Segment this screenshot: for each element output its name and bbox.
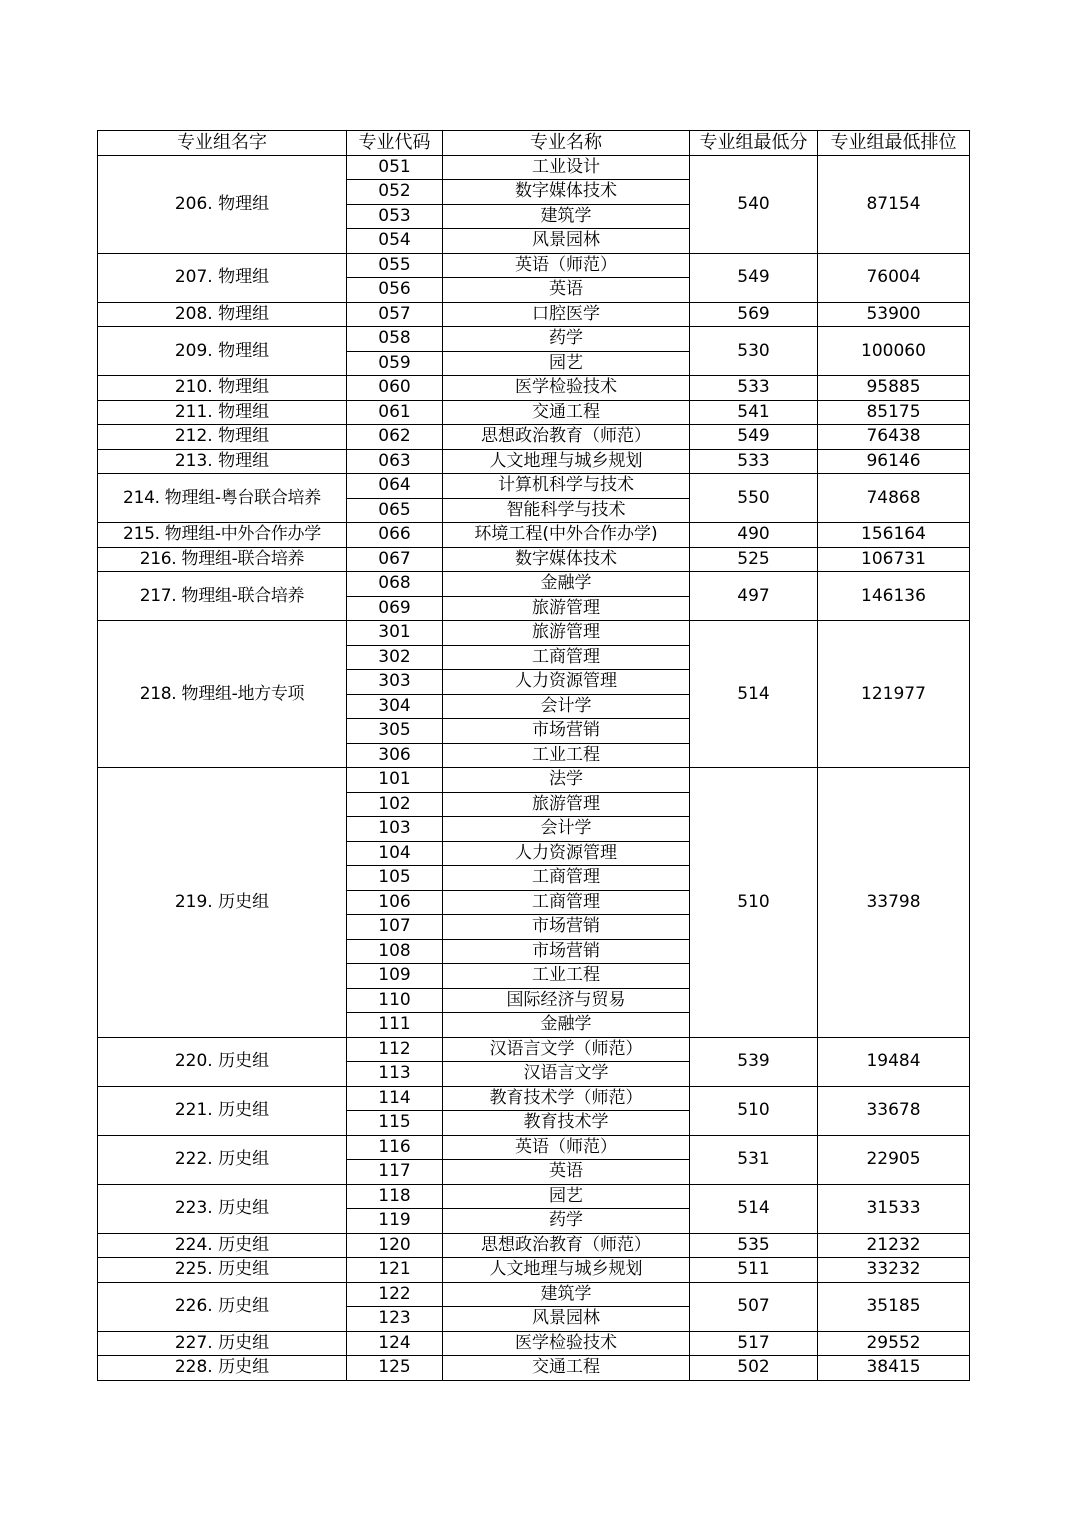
major-name-cell: 交通工程 — [443, 1356, 690, 1381]
min-rank-cell: 96146 — [818, 449, 970, 474]
table-row — [98, 572, 970, 597]
major-name-cell: 工业工程 — [443, 964, 690, 989]
major-name-cell: 教育技术学 — [443, 1111, 690, 1136]
header-min-score: 专业组最低分 — [690, 131, 818, 156]
admission-score-table — [97, 130, 970, 1381]
major-name-cell: 市场营销 — [443, 719, 690, 744]
major-code-cell: 105 — [347, 866, 443, 891]
major-code-cell: 302 — [347, 645, 443, 670]
min-rank-cell: 31533 — [818, 1184, 970, 1233]
major-name-cell: 环境工程(中外合作办学) — [443, 523, 690, 548]
min-rank-cell: 74868 — [818, 474, 970, 523]
major-code-cell: 103 — [347, 817, 443, 842]
group-name-cell: 223. 历史组 — [98, 1184, 347, 1233]
major-name-cell: 数字媒体技术 — [443, 180, 690, 205]
group-name-cell: 213. 物理组 — [98, 449, 347, 474]
header-row — [98, 131, 970, 156]
group-name-cell: 224. 历史组 — [98, 1233, 347, 1258]
table-row — [98, 1184, 970, 1209]
major-code-cell: 110 — [347, 988, 443, 1013]
major-name-cell: 旅游管理 — [443, 792, 690, 817]
major-code-cell: 059 — [347, 351, 443, 376]
table-row — [98, 1258, 970, 1283]
major-code-cell: 066 — [347, 523, 443, 548]
group-name-cell: 228. 历史组 — [98, 1356, 347, 1381]
table-row — [98, 376, 970, 401]
major-code-cell: 122 — [347, 1282, 443, 1307]
min-score-cell: 549 — [690, 425, 818, 450]
major-code-cell: 109 — [347, 964, 443, 989]
min-score-cell: 517 — [690, 1331, 818, 1356]
major-code-cell: 111 — [347, 1013, 443, 1038]
min-rank-cell: 38415 — [818, 1356, 970, 1381]
major-code-cell: 068 — [347, 572, 443, 597]
group-name-cell: 214. 物理组-粤台联合培养 — [98, 474, 347, 523]
major-code-cell: 053 — [347, 204, 443, 229]
min-score-cell: 502 — [690, 1356, 818, 1381]
major-name-cell: 人文地理与城乡规划 — [443, 1258, 690, 1283]
major-name-cell: 风景园林 — [443, 1307, 690, 1332]
min-score-cell: 511 — [690, 1258, 818, 1283]
major-name-cell: 人文地理与城乡规划 — [443, 449, 690, 474]
table-row — [98, 425, 970, 450]
major-name-cell: 思想政治教育（师范） — [443, 1233, 690, 1258]
major-name-cell: 智能科学与技术 — [443, 498, 690, 523]
table-row — [98, 1356, 970, 1381]
group-name-cell: 220. 历史组 — [98, 1037, 347, 1086]
table-row — [98, 1037, 970, 1062]
table-row — [98, 1233, 970, 1258]
min-rank-cell: 156164 — [818, 523, 970, 548]
major-name-cell: 英语（师范） — [443, 253, 690, 278]
min-rank-cell: 100060 — [818, 327, 970, 376]
major-code-cell: 106 — [347, 890, 443, 915]
major-name-cell: 人力资源管理 — [443, 670, 690, 695]
major-code-cell: 054 — [347, 229, 443, 254]
major-code-cell: 124 — [347, 1331, 443, 1356]
min-rank-cell: 76004 — [818, 253, 970, 302]
min-rank-cell: 121977 — [818, 621, 970, 768]
major-code-cell: 305 — [347, 719, 443, 744]
major-name-cell: 工商管理 — [443, 890, 690, 915]
min-score-cell: 507 — [690, 1282, 818, 1331]
major-code-cell: 058 — [347, 327, 443, 352]
table-row — [98, 621, 970, 646]
major-code-cell: 306 — [347, 743, 443, 768]
major-name-cell: 建筑学 — [443, 1282, 690, 1307]
table-row — [98, 449, 970, 474]
table-row — [98, 547, 970, 572]
major-code-cell: 117 — [347, 1160, 443, 1185]
major-name-cell: 旅游管理 — [443, 596, 690, 621]
min-score-cell: 514 — [690, 1184, 818, 1233]
min-score-cell: 490 — [690, 523, 818, 548]
table-row — [98, 327, 970, 352]
group-name-cell: 221. 历史组 — [98, 1086, 347, 1135]
min-score-cell: 533 — [690, 376, 818, 401]
major-code-cell: 121 — [347, 1258, 443, 1283]
min-rank-cell: 33232 — [818, 1258, 970, 1283]
major-code-cell: 123 — [347, 1307, 443, 1332]
group-name-cell: 226. 历史组 — [98, 1282, 347, 1331]
group-name-cell: 216. 物理组-联合培养 — [98, 547, 347, 572]
min-score-cell: 533 — [690, 449, 818, 474]
major-code-cell: 062 — [347, 425, 443, 450]
min-score-cell: 510 — [690, 1086, 818, 1135]
major-code-cell: 115 — [347, 1111, 443, 1136]
header-major-name: 专业名称 — [443, 131, 690, 156]
major-name-cell: 口腔医学 — [443, 302, 690, 327]
major-code-cell: 304 — [347, 694, 443, 719]
min-rank-cell: 146136 — [818, 572, 970, 621]
min-rank-cell: 19484 — [818, 1037, 970, 1086]
major-code-cell: 108 — [347, 939, 443, 964]
table-row — [98, 1282, 970, 1307]
group-name-cell: 208. 物理组 — [98, 302, 347, 327]
table-row — [98, 302, 970, 327]
major-code-cell: 104 — [347, 841, 443, 866]
major-name-cell: 英语（师范） — [443, 1135, 690, 1160]
major-code-cell: 065 — [347, 498, 443, 523]
major-code-cell: 052 — [347, 180, 443, 205]
major-code-cell: 120 — [347, 1233, 443, 1258]
table-row — [98, 1086, 970, 1111]
header-major-code: 专业代码 — [347, 131, 443, 156]
major-name-cell: 法学 — [443, 768, 690, 793]
major-code-cell: 102 — [347, 792, 443, 817]
major-name-cell: 会计学 — [443, 694, 690, 719]
min-rank-cell: 76438 — [818, 425, 970, 450]
group-name-cell: 215. 物理组-中外合作办学 — [98, 523, 347, 548]
major-code-cell: 055 — [347, 253, 443, 278]
major-name-cell: 金融学 — [443, 572, 690, 597]
min-score-cell: 525 — [690, 547, 818, 572]
major-code-cell: 112 — [347, 1037, 443, 1062]
major-name-cell: 市场营销 — [443, 939, 690, 964]
major-name-cell: 英语 — [443, 1160, 690, 1185]
major-name-cell: 会计学 — [443, 817, 690, 842]
major-name-cell: 医学检验技术 — [443, 376, 690, 401]
min-score-cell: 540 — [690, 155, 818, 253]
major-name-cell: 市场营销 — [443, 915, 690, 940]
major-name-cell: 旅游管理 — [443, 621, 690, 646]
major-code-cell: 114 — [347, 1086, 443, 1111]
min-score-cell: 531 — [690, 1135, 818, 1184]
major-name-cell: 工商管理 — [443, 645, 690, 670]
major-name-cell: 英语 — [443, 278, 690, 303]
group-name-cell: 217. 物理组-联合培养 — [98, 572, 347, 621]
min-rank-cell: 35185 — [818, 1282, 970, 1331]
major-name-cell: 汉语言文学 — [443, 1062, 690, 1087]
major-code-cell: 101 — [347, 768, 443, 793]
major-name-cell: 教育技术学（师范） — [443, 1086, 690, 1111]
min-rank-cell: 33678 — [818, 1086, 970, 1135]
major-code-cell: 061 — [347, 400, 443, 425]
major-name-cell: 风景园林 — [443, 229, 690, 254]
min-score-cell: 549 — [690, 253, 818, 302]
major-code-cell: 107 — [347, 915, 443, 940]
major-name-cell: 园艺 — [443, 1184, 690, 1209]
table-body — [98, 155, 970, 1380]
major-name-cell: 园艺 — [443, 351, 690, 376]
min-score-cell: 530 — [690, 327, 818, 376]
group-name-cell: 212. 物理组 — [98, 425, 347, 450]
min-score-cell: 539 — [690, 1037, 818, 1086]
group-name-cell: 227. 历史组 — [98, 1331, 347, 1356]
major-name-cell: 金融学 — [443, 1013, 690, 1038]
group-name-cell: 209. 物理组 — [98, 327, 347, 376]
min-score-cell: 514 — [690, 621, 818, 768]
table-row — [98, 768, 970, 793]
header-min-rank: 专业组最低排位 — [818, 131, 970, 156]
min-score-cell: 497 — [690, 572, 818, 621]
min-score-cell: 510 — [690, 768, 818, 1038]
min-rank-cell: 21232 — [818, 1233, 970, 1258]
major-name-cell: 国际经济与贸易 — [443, 988, 690, 1013]
min-score-cell: 535 — [690, 1233, 818, 1258]
major-name-cell: 药学 — [443, 327, 690, 352]
major-name-cell: 医学检验技术 — [443, 1331, 690, 1356]
major-code-cell: 064 — [347, 474, 443, 499]
table-row — [98, 253, 970, 278]
group-name-cell: 211. 物理组 — [98, 400, 347, 425]
table-row — [98, 1135, 970, 1160]
group-name-cell: 218. 物理组-地方专项 — [98, 621, 347, 768]
min-rank-cell: 53900 — [818, 302, 970, 327]
header-group-name: 专业组名字 — [98, 131, 347, 156]
table-row — [98, 400, 970, 425]
major-name-cell: 工业工程 — [443, 743, 690, 768]
major-code-cell: 056 — [347, 278, 443, 303]
major-name-cell: 计算机科学与技术 — [443, 474, 690, 499]
major-code-cell: 067 — [347, 547, 443, 572]
group-name-cell: 206. 物理组 — [98, 155, 347, 253]
group-name-cell: 225. 历史组 — [98, 1258, 347, 1283]
major-name-cell: 工业设计 — [443, 155, 690, 180]
min-rank-cell: 85175 — [818, 400, 970, 425]
major-code-cell: 051 — [347, 155, 443, 180]
min-rank-cell: 33798 — [818, 768, 970, 1038]
table-row — [98, 523, 970, 548]
min-rank-cell: 106731 — [818, 547, 970, 572]
major-name-cell: 工商管理 — [443, 866, 690, 891]
major-name-cell: 交通工程 — [443, 400, 690, 425]
major-code-cell: 057 — [347, 302, 443, 327]
table-row — [98, 1331, 970, 1356]
major-code-cell: 125 — [347, 1356, 443, 1381]
major-code-cell: 118 — [347, 1184, 443, 1209]
min-score-cell: 541 — [690, 400, 818, 425]
min-rank-cell: 29552 — [818, 1331, 970, 1356]
group-name-cell: 222. 历史组 — [98, 1135, 347, 1184]
min-score-cell: 550 — [690, 474, 818, 523]
major-name-cell: 思想政治教育（师范） — [443, 425, 690, 450]
group-name-cell: 219. 历史组 — [98, 768, 347, 1038]
table-row — [98, 155, 970, 180]
major-name-cell: 人力资源管理 — [443, 841, 690, 866]
major-code-cell: 113 — [347, 1062, 443, 1087]
major-code-cell: 060 — [347, 376, 443, 401]
major-code-cell: 301 — [347, 621, 443, 646]
major-name-cell: 数字媒体技术 — [443, 547, 690, 572]
group-name-cell: 207. 物理组 — [98, 253, 347, 302]
min-rank-cell: 22905 — [818, 1135, 970, 1184]
major-name-cell: 建筑学 — [443, 204, 690, 229]
min-rank-cell: 95885 — [818, 376, 970, 401]
major-code-cell: 303 — [347, 670, 443, 695]
group-name-cell: 210. 物理组 — [98, 376, 347, 401]
min-score-cell: 569 — [690, 302, 818, 327]
major-name-cell: 汉语言文学（师范） — [443, 1037, 690, 1062]
major-code-cell: 119 — [347, 1209, 443, 1234]
major-code-cell: 063 — [347, 449, 443, 474]
major-code-cell: 069 — [347, 596, 443, 621]
major-code-cell: 116 — [347, 1135, 443, 1160]
min-rank-cell: 87154 — [818, 155, 970, 253]
major-name-cell: 药学 — [443, 1209, 690, 1234]
table-row — [98, 474, 970, 499]
